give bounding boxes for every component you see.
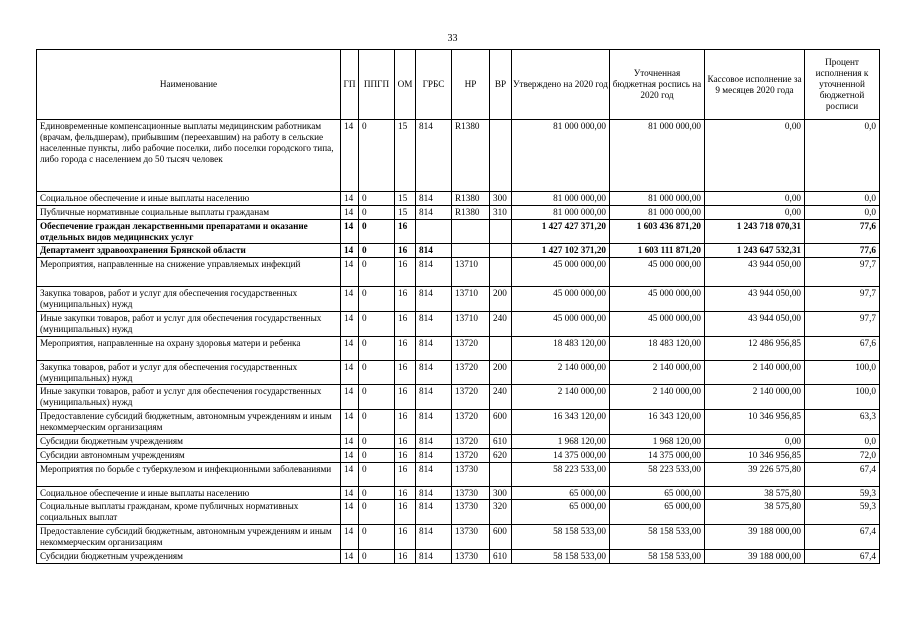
row-approved: 1 427 427 371,20 xyxy=(512,219,610,244)
row-name: Обеспечение граждан лекарственными препаратами и оказание отдельных видов медицинских услуг xyxy=(37,219,341,244)
row-name: Единовременные компенсационные выплаты медицинским работникам (врачам, фельдшерам), прибывшим (переехавшим) на работу в сельские населенные пункты, либо рабочие поселки, либо поселки городского типа, либо города с населением до 50 тысяч человек xyxy=(37,120,341,192)
row-percent: 97,7 xyxy=(805,287,880,312)
row-name: Социальные выплаты гражданам, кроме публичных нормативных социальных выплат xyxy=(37,500,341,525)
row-approved: 45 000 000,00 xyxy=(512,312,610,337)
row-gp: 14 xyxy=(341,360,359,385)
row-vr xyxy=(490,219,512,244)
row-vr xyxy=(490,336,512,360)
page-number: 33 xyxy=(447,33,458,44)
row-gp: 14 xyxy=(341,258,359,287)
row-om: 16 xyxy=(395,385,416,410)
row-refined: 18 483 120,00 xyxy=(610,336,705,360)
row-gp: 14 xyxy=(341,192,359,206)
row-gp: 14 xyxy=(341,385,359,410)
table-row xyxy=(37,192,880,206)
row-gp: 14 xyxy=(341,205,359,219)
row-ppgp: 0 xyxy=(359,486,395,500)
row-om: 16 xyxy=(395,312,416,337)
row-approved: 81 000 000,00 xyxy=(512,192,610,206)
row-name: Публичные нормативные социальные выплаты гражданам xyxy=(37,205,341,219)
row-refined: 58 158 533,00 xyxy=(610,549,705,563)
row-refined: 81 000 000,00 xyxy=(610,205,705,219)
row-name: Закупка товаров, работ и услуг для обеспечения государственных (муниципальных) нужд xyxy=(37,287,341,312)
row-om: 16 xyxy=(395,410,416,435)
row-percent: 59,3 xyxy=(805,486,880,500)
row-nr: R1380 xyxy=(452,205,490,219)
header-ppgp: ППГП xyxy=(359,50,395,120)
row-gp: 14 xyxy=(341,410,359,435)
table-row xyxy=(37,486,880,500)
row-gp: 14 xyxy=(341,462,359,486)
row-gp: 14 xyxy=(341,549,359,563)
row-grbs: 814 xyxy=(416,312,452,337)
row-om: 16 xyxy=(395,287,416,312)
row-grbs: 814 xyxy=(416,434,452,448)
row-name: Социальное обеспечение и иные выплаты населению xyxy=(37,486,341,500)
row-ppgp: 0 xyxy=(359,205,395,219)
row-ppgp: 0 xyxy=(359,360,395,385)
row-nr xyxy=(452,219,490,244)
row-gp: 14 xyxy=(341,244,359,258)
row-vr xyxy=(490,120,512,192)
row-approved: 16 343 120,00 xyxy=(512,410,610,435)
row-name: Субсидии бюджетным учреждениям xyxy=(37,434,341,448)
row-ppgp: 0 xyxy=(359,336,395,360)
row-refined: 1 603 111 871,20 xyxy=(610,244,705,258)
row-approved: 1 968 120,00 xyxy=(512,434,610,448)
row-cash: 43 944 050,00 xyxy=(705,312,805,337)
row-refined: 45 000 000,00 xyxy=(610,312,705,337)
row-ppgp: 0 xyxy=(359,312,395,337)
row-cash: 1 243 647 532,31 xyxy=(705,244,805,258)
row-grbs: 814 xyxy=(416,192,452,206)
row-refined: 45 000 000,00 xyxy=(610,287,705,312)
row-nr: 13710 xyxy=(452,258,490,287)
row-grbs: 814 xyxy=(416,287,452,312)
row-percent: 59,3 xyxy=(805,500,880,525)
table-row xyxy=(37,336,880,360)
row-approved: 18 483 120,00 xyxy=(512,336,610,360)
header-percent: Процент исполнения к уточненной бюджетной росписи xyxy=(805,50,880,120)
row-vr: 300 xyxy=(490,486,512,500)
table-row xyxy=(37,549,880,563)
row-name: Предоставление субсидий бюджетным, автономным учреждениям и иным некоммерческим организациям xyxy=(37,525,341,550)
row-ppgp: 0 xyxy=(359,500,395,525)
row-name: Мероприятия, направленные на охрану здоровья матери и ребенка xyxy=(37,336,341,360)
table-row xyxy=(37,385,880,410)
row-percent: 0,0 xyxy=(805,434,880,448)
row-grbs: 814 xyxy=(416,549,452,563)
row-gp: 14 xyxy=(341,287,359,312)
row-vr xyxy=(490,462,512,486)
table-row xyxy=(37,287,880,312)
row-refined: 81 000 000,00 xyxy=(610,192,705,206)
row-approved: 14 375 000,00 xyxy=(512,448,610,462)
row-vr: 320 xyxy=(490,500,512,525)
row-vr: 310 xyxy=(490,205,512,219)
row-approved: 81 000 000,00 xyxy=(512,120,610,192)
row-grbs: 814 xyxy=(416,244,452,258)
row-approved: 65 000,00 xyxy=(512,486,610,500)
row-cash: 39 188 000,00 xyxy=(705,525,805,550)
row-grbs: 814 xyxy=(416,410,452,435)
row-percent: 67,4 xyxy=(805,462,880,486)
row-approved: 2 140 000,00 xyxy=(512,385,610,410)
row-om: 16 xyxy=(395,486,416,500)
row-refined: 81 000 000,00 xyxy=(610,120,705,192)
row-grbs: 814 xyxy=(416,462,452,486)
row-cash: 38 575,80 xyxy=(705,500,805,525)
row-nr: 13720 xyxy=(452,336,490,360)
row-vr: 240 xyxy=(490,385,512,410)
row-nr: 13710 xyxy=(452,287,490,312)
row-cash: 43 944 050,00 xyxy=(705,287,805,312)
row-nr: 13720 xyxy=(452,434,490,448)
header-refined: Уточненная бюджетная роспись на 2020 год xyxy=(610,50,705,120)
row-refined: 14 375 000,00 xyxy=(610,448,705,462)
row-grbs: 814 xyxy=(416,500,452,525)
table-row xyxy=(37,205,880,219)
row-nr: R1380 xyxy=(452,120,490,192)
row-percent: 72,0 xyxy=(805,448,880,462)
row-om: 16 xyxy=(395,448,416,462)
table-row xyxy=(37,462,880,486)
row-percent: 77,6 xyxy=(805,219,880,244)
row-gp: 14 xyxy=(341,486,359,500)
row-grbs: 814 xyxy=(416,336,452,360)
header-name: Наименование xyxy=(37,50,341,120)
row-cash: 0,00 xyxy=(705,205,805,219)
row-percent: 0,0 xyxy=(805,192,880,206)
row-nr xyxy=(452,244,490,258)
header-om: ОМ xyxy=(395,50,416,120)
row-ppgp: 0 xyxy=(359,244,395,258)
table-row xyxy=(37,258,880,287)
row-vr xyxy=(490,244,512,258)
row-cash: 39 188 000,00 xyxy=(705,549,805,563)
row-approved: 58 223 533,00 xyxy=(512,462,610,486)
row-om: 16 xyxy=(395,525,416,550)
row-nr: 13710 xyxy=(452,312,490,337)
row-om: 16 xyxy=(395,244,416,258)
row-grbs: 814 xyxy=(416,525,452,550)
row-percent: 100,0 xyxy=(805,385,880,410)
row-om: 15 xyxy=(395,120,416,192)
row-ppgp: 0 xyxy=(359,385,395,410)
row-percent: 97,7 xyxy=(805,258,880,287)
row-nr: 13730 xyxy=(452,500,490,525)
row-grbs: 814 xyxy=(416,385,452,410)
row-om: 16 xyxy=(395,219,416,244)
row-percent: 63,3 xyxy=(805,410,880,435)
row-vr: 620 xyxy=(490,448,512,462)
table-row xyxy=(37,500,880,525)
table-row xyxy=(37,360,880,385)
row-cash: 0,00 xyxy=(705,192,805,206)
header-gp: ГП xyxy=(341,50,359,120)
row-cash: 0,00 xyxy=(705,434,805,448)
row-refined: 1 603 436 871,20 xyxy=(610,219,705,244)
row-refined: 2 140 000,00 xyxy=(610,360,705,385)
row-name: Социальное обеспечение и иные выплаты населению xyxy=(37,192,341,206)
table-row xyxy=(37,448,880,462)
row-approved: 45 000 000,00 xyxy=(512,258,610,287)
row-grbs: 814 xyxy=(416,486,452,500)
row-approved: 2 140 000,00 xyxy=(512,360,610,385)
row-vr xyxy=(490,258,512,287)
row-nr: 13730 xyxy=(452,525,490,550)
header-vr: ВР xyxy=(490,50,512,120)
row-vr: 240 xyxy=(490,312,512,337)
row-refined: 2 140 000,00 xyxy=(610,385,705,410)
table-row xyxy=(37,219,880,244)
table-body xyxy=(37,120,880,564)
row-nr: 13720 xyxy=(452,448,490,462)
row-name: Субсидии автономным учреждениям xyxy=(37,448,341,462)
row-om: 16 xyxy=(395,258,416,287)
row-nr: 13720 xyxy=(452,360,490,385)
row-vr: 600 xyxy=(490,410,512,435)
row-om: 16 xyxy=(395,549,416,563)
row-gp: 14 xyxy=(341,500,359,525)
row-percent: 100,0 xyxy=(805,360,880,385)
row-approved: 81 000 000,00 xyxy=(512,205,610,219)
row-name: Иные закупки товаров, работ и услуг для обеспечения государственных (муниципальных) нужд xyxy=(37,385,341,410)
row-ppgp: 0 xyxy=(359,525,395,550)
row-cash: 0,00 xyxy=(705,120,805,192)
row-ppgp: 0 xyxy=(359,448,395,462)
row-grbs: 814 xyxy=(416,258,452,287)
row-name: Закупка товаров, работ и услуг для обеспечения государственных (муниципальных) нужд xyxy=(37,360,341,385)
row-gp: 14 xyxy=(341,525,359,550)
row-nr: R1380 xyxy=(452,192,490,206)
row-ppgp: 0 xyxy=(359,120,395,192)
row-gp: 14 xyxy=(341,434,359,448)
row-om: 15 xyxy=(395,205,416,219)
row-nr: 13730 xyxy=(452,462,490,486)
row-approved: 58 158 533,00 xyxy=(512,525,610,550)
row-ppgp: 0 xyxy=(359,219,395,244)
row-ppgp: 0 xyxy=(359,287,395,312)
row-nr: 13730 xyxy=(452,486,490,500)
row-nr: 13720 xyxy=(452,385,490,410)
row-refined: 58 158 533,00 xyxy=(610,525,705,550)
row-refined: 65 000,00 xyxy=(610,500,705,525)
row-om: 16 xyxy=(395,500,416,525)
row-grbs xyxy=(416,219,452,244)
row-cash: 2 140 000,00 xyxy=(705,385,805,410)
row-gp: 14 xyxy=(341,336,359,360)
row-approved: 1 427 102 371,20 xyxy=(512,244,610,258)
header-cash: Кассовое исполнение за 9 месяцев 2020 года xyxy=(705,50,805,120)
row-refined: 65 000,00 xyxy=(610,486,705,500)
row-approved: 45 000 000,00 xyxy=(512,287,610,312)
row-percent: 67,6 xyxy=(805,336,880,360)
row-refined: 1 968 120,00 xyxy=(610,434,705,448)
row-vr: 610 xyxy=(490,434,512,448)
row-om: 16 xyxy=(395,462,416,486)
row-approved: 65 000,00 xyxy=(512,500,610,525)
row-percent: 77,6 xyxy=(805,244,880,258)
row-om: 16 xyxy=(395,336,416,360)
row-vr: 200 xyxy=(490,287,512,312)
table-row xyxy=(37,120,880,192)
row-nr: 13720 xyxy=(452,410,490,435)
row-name: Предоставление субсидий бюджетным, автономным учреждениям и иным некоммерческим организациям xyxy=(37,410,341,435)
row-percent: 67,4 xyxy=(805,525,880,550)
row-percent: 67,4 xyxy=(805,549,880,563)
row-vr: 300 xyxy=(490,192,512,206)
row-grbs: 814 xyxy=(416,205,452,219)
row-vr: 600 xyxy=(490,525,512,550)
row-om: 16 xyxy=(395,434,416,448)
row-gp: 14 xyxy=(341,312,359,337)
row-gp: 14 xyxy=(341,120,359,192)
row-nr: 13730 xyxy=(452,549,490,563)
row-ppgp: 0 xyxy=(359,549,395,563)
row-vr: 610 xyxy=(490,549,512,563)
table-row xyxy=(37,434,880,448)
row-name: Субсидии бюджетным учреждениям xyxy=(37,549,341,563)
table-header-row xyxy=(37,50,880,120)
row-name: Мероприятия, направленные на снижение управляемых инфекций xyxy=(37,258,341,287)
row-cash: 38 575,80 xyxy=(705,486,805,500)
row-grbs: 814 xyxy=(416,120,452,192)
row-ppgp: 0 xyxy=(359,410,395,435)
row-name: Мероприятия по борьбе с туберкулезом и инфекционными заболеваниями xyxy=(37,462,341,486)
row-gp: 14 xyxy=(341,219,359,244)
table-row xyxy=(37,410,880,435)
row-name: Иные закупки товаров, работ и услуг для обеспечения государственных (муниципальных) нужд xyxy=(37,312,341,337)
header-approved: Утверждено на 2020 год xyxy=(512,50,610,120)
row-om: 15 xyxy=(395,192,416,206)
budget-table xyxy=(36,49,880,564)
table-row xyxy=(37,525,880,550)
row-refined: 58 223 533,00 xyxy=(610,462,705,486)
row-percent: 0,0 xyxy=(805,120,880,192)
row-refined: 16 343 120,00 xyxy=(610,410,705,435)
row-cash: 39 226 575,80 xyxy=(705,462,805,486)
row-vr: 200 xyxy=(490,360,512,385)
header-nr: НР xyxy=(452,50,490,120)
row-gp: 14 xyxy=(341,448,359,462)
row-percent: 0,0 xyxy=(805,205,880,219)
row-cash: 1 243 718 070,31 xyxy=(705,219,805,244)
row-approved: 58 158 533,00 xyxy=(512,549,610,563)
row-cash: 10 346 956,85 xyxy=(705,410,805,435)
row-cash: 12 486 956,85 xyxy=(705,336,805,360)
row-cash: 10 346 956,85 xyxy=(705,448,805,462)
row-grbs: 814 xyxy=(416,448,452,462)
row-percent: 97,7 xyxy=(805,312,880,337)
row-ppgp: 0 xyxy=(359,462,395,486)
row-name: Департамент здравоохранения Брянской области xyxy=(37,244,341,258)
table-row xyxy=(37,244,880,258)
row-ppgp: 0 xyxy=(359,434,395,448)
table-row xyxy=(37,312,880,337)
header-grbs: ГРБС xyxy=(416,50,452,120)
row-ppgp: 0 xyxy=(359,192,395,206)
row-om: 16 xyxy=(395,360,416,385)
row-refined: 45 000 000,00 xyxy=(610,258,705,287)
row-ppgp: 0 xyxy=(359,258,395,287)
row-cash: 2 140 000,00 xyxy=(705,360,805,385)
row-grbs: 814 xyxy=(416,360,452,385)
row-cash: 43 944 050,00 xyxy=(705,258,805,287)
